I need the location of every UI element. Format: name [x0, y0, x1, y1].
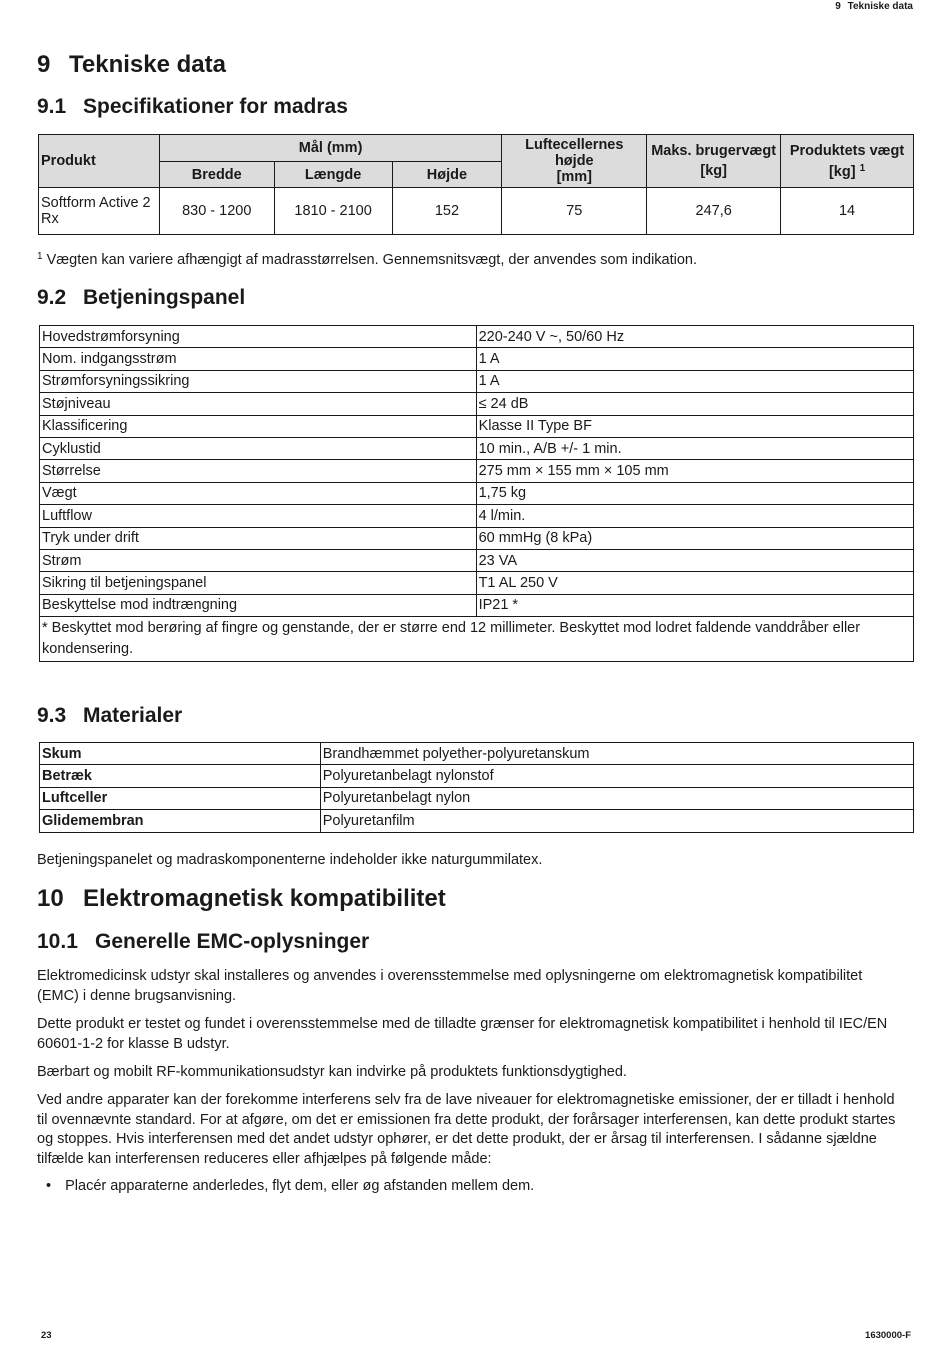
table-row	[40, 572, 914, 594]
table-row	[40, 460, 914, 482]
cell-label: Vægt	[40, 482, 477, 504]
cell-label: Luftceller	[40, 787, 321, 809]
cell-label: Sikring til betjeningspanel	[40, 572, 477, 594]
cell-value: 220-240 V ~, 50/60 Hz	[476, 326, 913, 348]
table-row	[40, 810, 914, 832]
heading-specifikationer: 9.1 Specifikationer for madras	[37, 95, 348, 118]
header-maal: Mål (mm)	[159, 135, 502, 162]
table-row	[40, 370, 914, 392]
header-luftceller-hoejde: Luftecellernes højde [mm]	[502, 135, 647, 188]
cell-value: 23 VA	[476, 549, 913, 571]
cell-value: 4 l/min.	[476, 505, 913, 527]
cell-hoejde: 152	[392, 188, 502, 235]
cell-label: Skum	[40, 743, 321, 765]
cell-label: Glidemembran	[40, 810, 321, 832]
cell-label: Cyklustid	[40, 437, 477, 459]
table-row	[40, 393, 914, 415]
cell-value: IP21 *	[476, 594, 913, 616]
table-row	[39, 188, 914, 235]
cell-value: T1 AL 250 V	[476, 572, 913, 594]
table-row	[40, 743, 914, 765]
paragraph-emc-3: Bærbart og mobilt RF-kommunikationsudstyr kan indvirke på produktets funktionsdygtighed.	[37, 1064, 627, 1080]
panel-note: * Beskyttet mod berøring af fingre og genstande, der er større end 12 millimeter. Beskyttet mod lodret faldende vanddråber eller kondensering.	[40, 617, 914, 662]
cell-value: Polyuretanfilm	[320, 810, 913, 832]
cell-label: Hovedstrømforsyning	[40, 326, 477, 348]
cell-laengde: 1810 - 2100	[274, 188, 392, 235]
cell-value: Polyuretanbelagt nylon	[320, 787, 913, 809]
control-panel-table	[39, 325, 914, 662]
paragraph-emc-4: Ved andre apparater kan der forekomme interferens selv fra de lave niveauer for elektromagnetiske emissioner, der er tilladt i henhold til ovennævnte standard. For at afgøre, om det er emissionen fra dette produkt, der forårsager interferensen, kan dette produkt startes og stoppes. Hvis interferensen med det andet udstyr ophører, er det dette produkt, der er årsag til interferensen. I sådanne sjældne tilfælde kan interferensen reduceres eller afhjælpes på følgende måde:	[37, 1092, 896, 1167]
cell-value: Klasse II Type BF	[476, 415, 913, 437]
bullet-mark: •	[46, 1178, 52, 1194]
cell-label: Strøm	[40, 549, 477, 571]
table-row	[40, 527, 914, 549]
cell-value: 10 min., A/B +/- 1 min.	[476, 437, 913, 459]
heading-betjeningspanel: 9.2 Betjeningspanel	[37, 286, 246, 309]
footer-page-number: 23	[41, 1330, 52, 1341]
cell-label: Støjniveau	[40, 393, 477, 415]
header-hoejde: Højde	[392, 162, 502, 188]
table-row	[40, 482, 914, 504]
cell-label: Betræk	[40, 765, 321, 787]
table-row	[40, 594, 914, 616]
materials-note: Betjeningspanelet og madraskomponenterne indeholder ikke naturgummilatex.	[37, 852, 543, 868]
cell-label: Luftflow	[40, 505, 477, 527]
paragraph-emc-1: Elektromedicinsk udstyr skal installeres og anvendes i overensstemmelse med oplysningerne om elektromagnetisk kompatibilitet (EMC) i denne brugsanvisning.	[37, 968, 863, 1004]
cell-value: 1 A	[476, 370, 913, 392]
cell-value: 60 mmHg (8 kPa)	[476, 527, 913, 549]
header-laengde: Længde	[274, 162, 392, 188]
table-row	[40, 437, 914, 459]
heading-tekniske-data: 9 Tekniske data	[37, 51, 226, 78]
cell-label: Nom. indgangsstrøm	[40, 348, 477, 370]
header-produktets-vaegt: Produktets vægt [kg] $^1$	[781, 135, 914, 188]
table-row	[40, 415, 914, 437]
paragraph-emc-2: Dette produkt er testet og fundet i overensstemmelse med de tilladte grænser for elektromagnetisk kompatibilitet i henhold til IEC/EN 60601-1-2 for klasse B udstyr.	[37, 1016, 888, 1052]
table-row	[40, 765, 914, 787]
table-row	[40, 505, 914, 527]
cell-vaegt: 14	[781, 188, 914, 235]
cell-label: Klassificering	[40, 415, 477, 437]
cell-value: Brandhæmmet polyether-polyuretanskum	[320, 743, 913, 765]
table-row	[40, 787, 914, 809]
cell-value: Polyuretanbelagt nylonstof	[320, 765, 913, 787]
table-row	[40, 348, 914, 370]
running-header-title: Tekniske data	[847, 1, 913, 12]
cell-value: 1 A	[476, 348, 913, 370]
cell-value: ≤ 24 dB	[476, 393, 913, 415]
header-bredde: Bredde	[159, 162, 274, 188]
cell-label: Beskyttelse mod indtrængning	[40, 594, 477, 616]
cell-product-name: Softform Active 2 Rx	[39, 188, 160, 235]
table-row	[40, 549, 914, 571]
footnote: $^1$ Vægten kan variere afhængigt af madrasstørrelsen. Gennemsnitsvægt, der anvendes som indikation.	[37, 251, 698, 268]
mattress-spec-table	[38, 134, 914, 235]
bullet-text: Placér apparaterne anderledes, flyt dem, eller øg afstanden mellem dem.	[65, 1178, 535, 1194]
cell-bredde: 830 - 1200	[159, 188, 274, 235]
heading-generelle-emc: 10.1 Generelle EMC-oplysninger	[37, 930, 370, 953]
running-header-number: 9	[835, 1, 841, 12]
cell-value: 1,75 kg	[476, 482, 913, 504]
header-produkt: Produkt	[39, 135, 160, 188]
cell-luft: 75	[502, 188, 647, 235]
cell-maks: 247,6	[647, 188, 781, 235]
running-header	[831, 1, 913, 12]
list-item	[46, 1178, 534, 1194]
table-row	[40, 326, 914, 348]
heading-emc: 10 Elektromagnetisk kompatibilitet	[37, 885, 446, 912]
materials-table	[39, 742, 914, 833]
cell-label: Størrelse	[40, 460, 477, 482]
heading-materialer: 9.3 Materialer	[37, 704, 183, 727]
footer-doc-number: 1630000-F	[865, 1330, 911, 1341]
header-maks-brugervaegt: Maks. brugervægt [kg]	[647, 135, 781, 188]
cell-value: 275 mm × 155 mm × 105 mm	[476, 460, 913, 482]
cell-label: Tryk under drift	[40, 527, 477, 549]
cell-label: Strømforsyningssikring	[40, 370, 477, 392]
